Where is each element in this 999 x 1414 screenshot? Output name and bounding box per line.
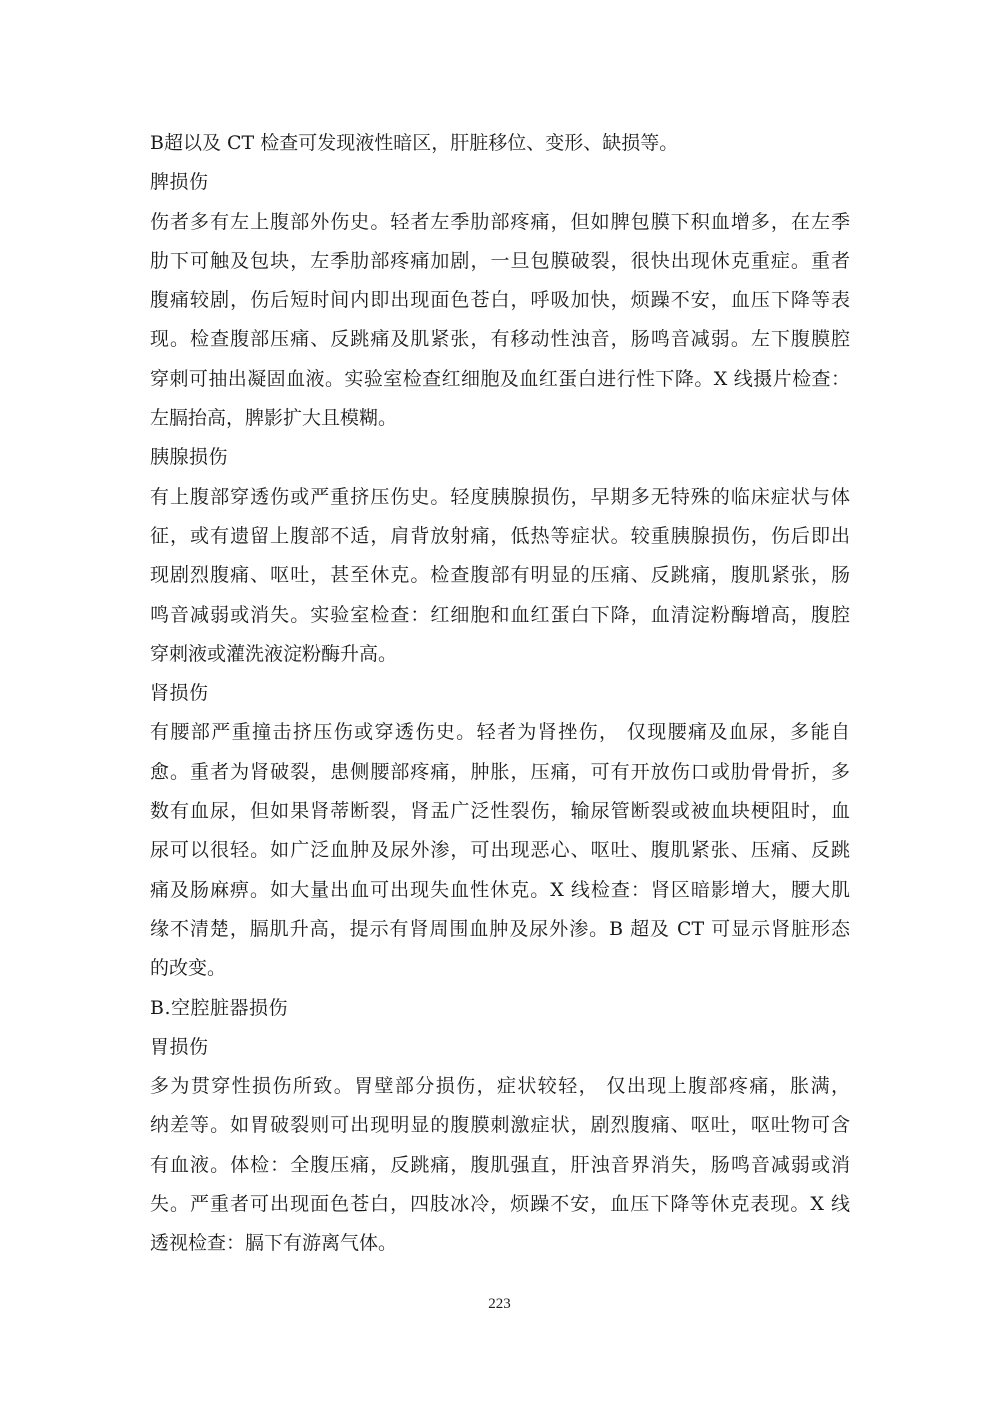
text-line: 腹痛较剧，伤后短时间内即出现面色苍白，呼吸加快，烦躁不安，血压下降等表 <box>150 289 850 312</box>
text-line: 痛及肠麻痹。如大量出血可出现失血性休克。X 线检查：肾区暗影增大，腰大肌 <box>150 878 850 901</box>
text-line: 征，或有遗留上腹部不适，肩背放射痛，低热等症状。较重胰腺损伤，伤后即出 <box>150 524 850 547</box>
text-line: 缘不清楚，膈肌升高，提示有肾周围血肿及尿外渗。B 超及 CT 可显示肾脏形态 <box>150 917 850 940</box>
section-heading-pancreas-injury: 胰腺损伤 <box>150 446 229 469</box>
text-line: 透视检查：膈下有游离气体。 <box>150 1232 398 1255</box>
section-heading-stomach-injury: 胃损伤 <box>150 1035 209 1058</box>
text-line: 失。严重者可出现面色苍白，四肢冰冷，烦躁不安，血压下降等休克表现。X 线 <box>150 1193 850 1216</box>
text-line: 伤者多有左上腹部外伤史。轻者左季肋部疼痛，但如脾包膜下积血增多，在左季 <box>150 210 850 233</box>
section-heading-spleen-injury: 脾损伤 <box>150 171 209 194</box>
text-line: 数有血尿，但如果肾蒂断裂，肾盂广泛性裂伤，输尿管断裂或被血块梗阻时，血 <box>150 800 850 823</box>
page-number: 223 <box>488 1296 511 1312</box>
section-heading-hollow-organ-injury: B.空腔脏器损伤 <box>150 996 289 1019</box>
text-line: 鸣音减弱或消失。实验室检查：红细胞和血红蛋白下降，血清淀粉酶增高，腹腔 <box>150 603 850 626</box>
text-line: 左膈抬高，脾影扩大且模糊。 <box>150 407 398 430</box>
document-body <box>150 124 850 1264</box>
text-line: 肋下可触及包块，左季肋部疼痛加剧，一旦包膜破裂，很快出现休克重症。重者 <box>150 249 850 272</box>
text-line: 穿刺液或灌洗液淀粉酶升高。 <box>150 642 398 665</box>
text-line: 尿可以很轻。如广泛血肿及尿外渗，可出现恶心、呕吐、腹肌紧张、压痛、反跳 <box>150 839 850 862</box>
text-line: 有血液。体检：全腹压痛，反跳痛，腹肌强直，肝浊音界消失，肠鸣音减弱或消 <box>150 1153 850 1176</box>
text-line: 愈。重者为肾破裂，患侧腰部疼痛，肿胀，压痛，可有开放伤口或肋骨骨折，多 <box>150 760 850 783</box>
text-line: 现剧烈腹痛、呕吐，甚至休克。检查腹部有明显的压痛、反跳痛，腹肌紧张，肠 <box>150 564 850 587</box>
text-line: B超以及 CT 检查可发现液性暗区，肝脏移位、变形、缺损等。 <box>150 132 679 154</box>
text-line: 现。检查腹部压痛、反跳痛及肌紧张，有移动性浊音，肠鸣音减弱。左下腹膜腔 <box>150 328 850 351</box>
text-line: 有腰部严重撞击挤压伤或穿透伤史。轻者为肾挫伤， 仅现腰痛及血尿，多能自 <box>150 721 850 744</box>
text-line: 的改变。 <box>150 957 227 980</box>
text-line: 纳差等。如胃破裂则可出现明显的腹膜刺激症状，剧烈腹痛、呕吐，呕吐物可含 <box>150 1114 850 1137</box>
section-heading-kidney-injury: 肾损伤 <box>150 682 209 705</box>
text-line: 穿刺可抽出凝固血液。实验室检查红细胞及血红蛋白进行性下降。X 线摄片检查： <box>150 367 850 390</box>
text-line: 多为贯穿性损伤所致。胃壁部分损伤，症状较轻， 仅出现上腹部疼痛，胀满， <box>150 1075 850 1098</box>
text-line: 有上腹部穿透伤或严重挤压伤史。轻度胰腺损伤，早期多无特殊的临床症状与体 <box>150 485 850 508</box>
